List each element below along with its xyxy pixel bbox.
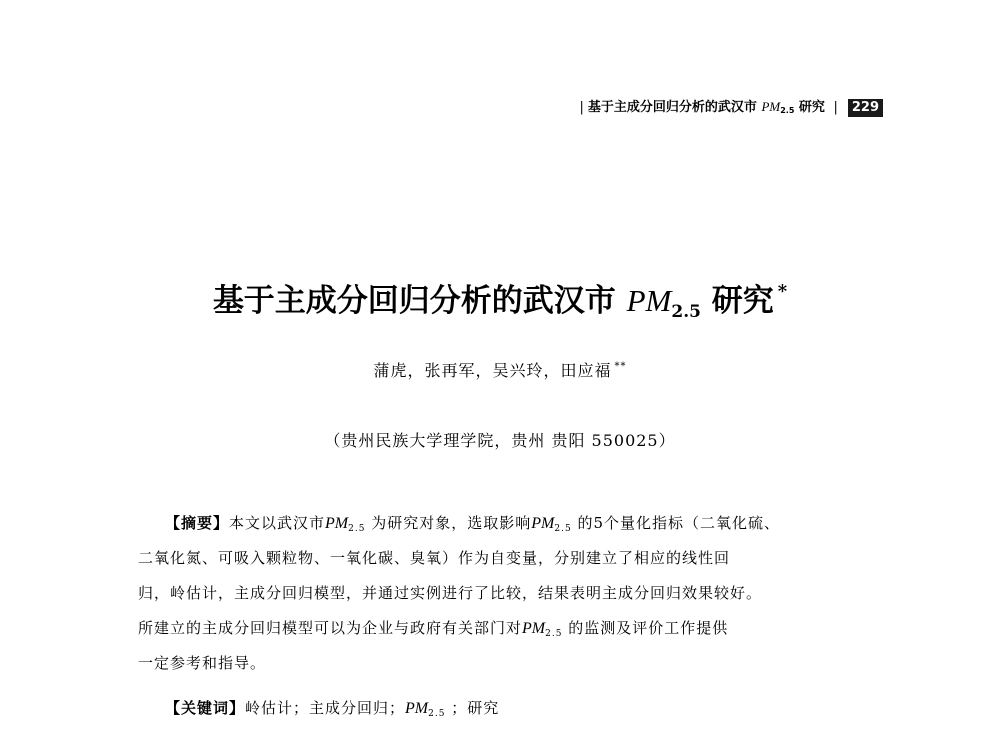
abstract-pm-subscript: 2.5 (554, 524, 572, 534)
author-list (0, 356, 1000, 382)
keywords-text: ；研究 (451, 699, 500, 717)
abstract-text: 为研究对象，选取影响 (371, 514, 532, 532)
abstract-label: 【摘要】 (165, 514, 230, 532)
abstract-pm-symbol: PM (325, 515, 349, 532)
header-divider: | (833, 100, 838, 115)
paper-title (0, 272, 1000, 332)
abstract-text: 的监测及评价工作提供 (568, 619, 729, 637)
header-pm-symbol: PM (761, 99, 781, 114)
abstract-pm-subscript: 2.5 (545, 629, 563, 639)
abstract-text: 本文以武汉市 (229, 514, 326, 532)
abstract-line: 二氧化氮、可吸入颗粒物、一氧化碳、臭氧）作为自变量，分别建立了相应的线性回 (138, 549, 731, 567)
header-pm-subscript: 2.5 (780, 106, 795, 115)
title-suffix: 研究 (711, 283, 774, 319)
abstract-pm-subscript: 2.5 (348, 524, 366, 534)
page-number: 229 (848, 99, 883, 117)
keywords-label: 【关键词】 (165, 699, 246, 717)
abstract-pm-symbol: PM (531, 515, 555, 532)
keywords-pm-symbol: PM (405, 700, 429, 717)
abstract-line: 一定参考和指导。 (138, 654, 267, 672)
header-divider: | (579, 100, 584, 115)
keywords-text: 岭估计；主成分回归； (245, 699, 406, 717)
title-text: 基于主成分回归分析的武汉市 (212, 283, 616, 319)
keywords-line (165, 697, 915, 719)
header-title-suffix: 研究 (798, 100, 825, 115)
abstract-line (138, 617, 888, 639)
title-pm-subscript: 2.5 (671, 302, 701, 322)
title-pm-symbol: PM (626, 283, 672, 318)
running-header (576, 98, 884, 120)
abstract-line: 归，岭估计，主成分回归模型，并通过实例进行了比较，结果表明主成分回归效果较好。 (138, 584, 763, 602)
abstract-line (165, 512, 915, 534)
keywords-pm-subscript: 2.5 (428, 709, 446, 719)
title-footnote-mark: * (777, 281, 788, 302)
affiliation: （贵州民族大学理学院，贵州 贵阳 550025） (324, 431, 676, 450)
corresponding-author-mark: ** (614, 361, 627, 372)
abstract-text: 的5个量化指标（二氧化硫、 (577, 514, 781, 532)
abstract-pm-symbol: PM (522, 620, 546, 637)
abstract-text: 所建立的主成分回归模型可以为企业与政府有关部门对 (138, 619, 523, 637)
author-names: 蒲虎，张再军，吴兴玲，田应福 (373, 361, 612, 380)
header-title: 基于主成分回归分析的武汉市 (587, 100, 757, 115)
